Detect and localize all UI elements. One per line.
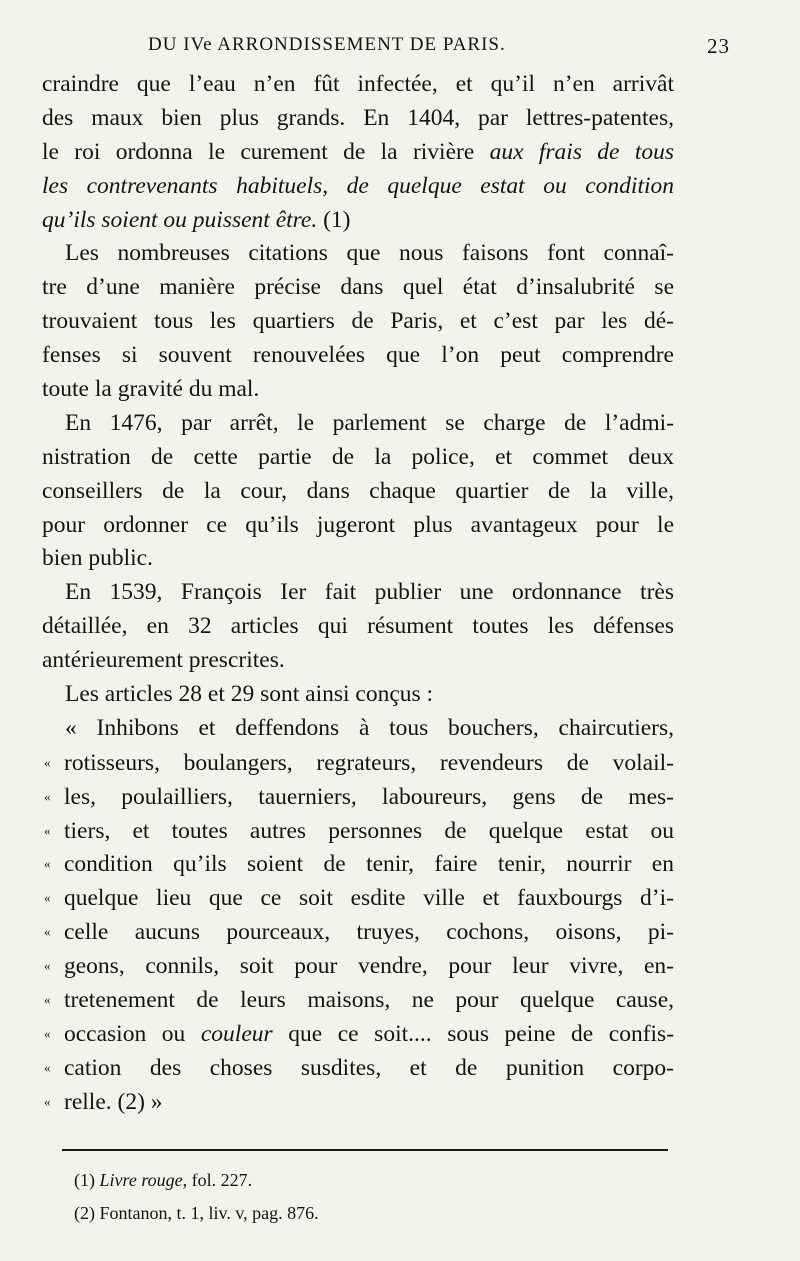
italic-span: aux frais de tous [489,138,674,165]
quote-mark: « [44,788,51,804]
text-span: le roi ordonna le curement de la rivière [42,138,475,165]
page-number: 23 [707,34,730,58]
text-span: quelque lieu que ce soit esdite ville et fauxbourgs d’i- [64,885,674,912]
footnote-marker: (1) [74,1170,95,1190]
text-line [42,746,674,780]
text-span: cation des choses susdites, et de punition corpo- [64,1054,674,1081]
quote-mark: « [44,958,51,974]
text-line [42,1085,674,1119]
text-line [42,1017,674,1051]
text-line: En 1539, François Ier fait publier une ordonnance très [65,579,674,606]
text-line: conseillers de la cour, dans chaque quartier de la ville, [42,477,674,504]
text-line [42,136,674,170]
text-span: occasion ou [64,1020,186,1047]
text-line [42,204,674,238]
running-title: DU IVe ARRONDISSEMENT DE PARIS. [148,34,506,55]
text-line [42,780,674,814]
quote-mark: « [44,992,51,1008]
text-span: tretenement de leurs maisons, ne pour quelque cause, [64,987,674,1014]
text-line: Les nombreuses citations que nous faisons font connaî- [65,240,674,267]
text-span: tiers, et toutes autres personnes de quelque estat ou [64,817,674,844]
text-span: condition qu’ils soient de tenir, faire tenir, nourrir en [64,851,674,878]
text-line [42,1051,674,1085]
quote-mark: « [44,890,51,906]
footnote-rule [62,1149,668,1151]
text-span: geons, connils, soit pour vendre, pour leur vivre, en- [64,953,674,980]
quote-mark: « [44,856,51,872]
quote-mark: « [44,1093,51,1109]
quote-mark: « [44,924,51,940]
text-span: relle. (2) » [64,1088,163,1115]
quote-mark: « [44,1025,51,1041]
text-line: « Inhibons et deffendons à tous bouchers, chaircutiers, [65,714,674,741]
text-line: nistration de cette partie de la police, et commet deux [42,443,674,470]
text-line: les contrevenants habituels, de quelque estat ou condition [42,172,674,199]
quote-mark: « [44,822,51,838]
footnote-1 [74,1164,319,1197]
text-line: En 1476, par arrêt, le parlement se charge de l’admi- [65,409,674,436]
text-span: rotisseurs, boulangers, regrateurs, revendeurs de volail- [64,749,674,776]
text-line: antérieurement prescrites. [42,647,285,674]
text-line [42,915,674,949]
text-line: tre d’une manière précise dans quel état d’insalubrité se [42,274,674,301]
text-line: toute la gravité du mal. [42,376,260,403]
footnote-text: , fol. 227. [182,1170,253,1190]
text-line [42,814,674,848]
text-line: trouvaient tous les quartiers de Paris, et c’est par les dé- [42,308,674,335]
footnote-ref: (1) [323,206,351,233]
text-line: bien public. [42,545,153,572]
text-line: Les articles 28 et 29 sont ainsi conçus : [65,681,434,708]
text-span: celle aucuns pourceaux, truyes, cochons, oisons, pi- [64,919,674,946]
text-line [42,847,674,881]
text-line [42,983,674,1017]
quote-mark: « [44,754,51,770]
text-span: les, poulailliers, tauerniers, laboureurs, gens de mes- [64,783,674,810]
text-line: craindre que l’eau n’en fût infectée, et qu’il n’en arrivât [42,71,674,97]
text-line: des maux bien plus grands. En 1404, par lettres-patentes, [42,104,674,131]
italic-span: couleur [200,1020,273,1047]
running-header [40,34,730,64]
text-span: que ce soit.... sous peine de confis- [288,1020,675,1047]
text-line [42,949,674,983]
text-line [42,881,674,915]
body-text [42,68,674,1119]
footnotes [74,1164,319,1230]
quote-mark: « [44,1059,51,1075]
text-line: pour ordonner ce qu’ils jugeront plus avantageux pour le [42,511,674,538]
text-line: détaillée, en 32 articles qui résument toutes les défenses [42,613,674,640]
footnote-title: Livre rouge [99,1170,183,1190]
footnote-2: (2) Fontanon, t. 1, liv. v, pag. 876. [74,1203,319,1223]
text-line: fenses si souvent renouvelées que l’on peut comprendre [42,342,674,369]
italic-span: qu’ils soient ou puissent être. [42,206,318,233]
